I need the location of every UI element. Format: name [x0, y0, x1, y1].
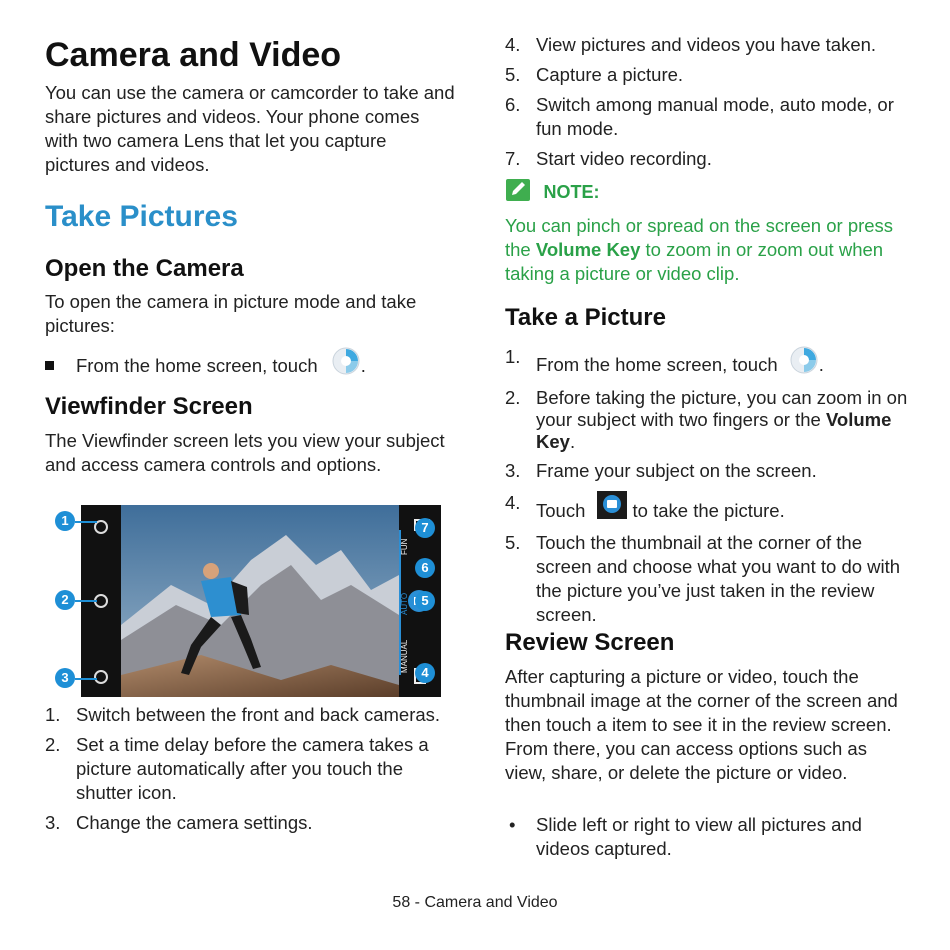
list-text: . [569, 431, 576, 452]
list-item [505, 531, 915, 627]
list-text: Start video recording. [536, 148, 712, 169]
note-text-part: You can pinch or spread on the screen or press the [505, 215, 894, 260]
intro-paragraph: You can use the camera or camcorder to take and share pictures and videos. Your phone comes with two camera Lens that let you capture pictures and videos. [45, 82, 455, 175]
list-number: 4. [505, 492, 521, 513]
section-title: Take Pictures [45, 200, 238, 233]
bullet-period: . [360, 355, 366, 376]
callout-line-2 [75, 600, 97, 602]
list-number: 3. [505, 460, 521, 481]
list-text: to take the picture. [632, 500, 785, 521]
callout-3: 3 [55, 668, 75, 688]
callout-5: 5 [415, 591, 435, 611]
callout-1: 1 [55, 511, 75, 531]
page-footer: 58 - Camera and Video [392, 894, 558, 911]
list-text: Capture a picture. [536, 64, 684, 85]
list-number: 4. [505, 34, 521, 55]
mode-label-fun: FUN [400, 538, 409, 555]
pencil-note-icon [505, 178, 531, 207]
open-camera-bullet [45, 346, 366, 382]
bullet-text: Slide left or right to view all pictures and videos captured. [536, 814, 862, 859]
note-text-part: to zoom in or zoom out when taking a picture or video clip. [505, 239, 884, 284]
camera-app-icon [331, 346, 361, 382]
callout-4: 4 [415, 663, 435, 683]
camera-app-icon [789, 345, 819, 381]
callout-line-1 [75, 521, 97, 523]
viewfinder-screenshot [81, 505, 441, 697]
list-number: 6. [505, 94, 521, 115]
callout-6: 6 [415, 558, 435, 578]
viewfinder-list [45, 703, 450, 835]
list-item [505, 387, 915, 453]
list-bold-text: Volume Key [536, 409, 892, 452]
list-item [505, 93, 915, 141]
list-text: Set a time delay before the camera takes a picture automatically after you touch the shutter icon. [76, 734, 429, 803]
list-number: 5. [505, 64, 521, 85]
list-item [45, 811, 450, 835]
page-title: Camera and Video [45, 36, 342, 74]
open-camera-heading: Open the Camera [45, 255, 244, 282]
list-number: 2. [45, 734, 61, 755]
viewfinder-heading: Viewfinder Screen [45, 393, 253, 420]
list-number: 3. [45, 812, 61, 833]
open-camera-text: To open the camera in picture mode and take pictures: [45, 291, 417, 336]
list-number: 2. [505, 387, 521, 408]
list-item [505, 63, 915, 87]
note-title: NOTE: [543, 182, 600, 202]
list-text: . [818, 354, 824, 375]
mode-label-manual: MANUAL [400, 639, 409, 673]
list-text: From the home screen, touch [536, 354, 778, 375]
viewfinder-text: The Viewfinder screen lets you view your subject and access camera controls and options. [45, 430, 445, 475]
list-item [45, 703, 450, 727]
review-screen-heading: Review Screen [505, 629, 675, 656]
viewfinder-list-continued [505, 33, 915, 171]
list-item [505, 33, 915, 57]
shutter-button-icon [597, 491, 627, 525]
mode-label-auto: AUTO [400, 592, 409, 615]
note-bold-text: Volume Key [535, 239, 641, 260]
bullet-dot-icon: • [509, 814, 516, 835]
take-picture-steps [505, 345, 915, 627]
list-text: Change the camera settings. [76, 812, 313, 833]
square-bullet-icon [45, 361, 54, 370]
list-text: Before taking the picture, you can zoom in on your subject with two fingers or the [536, 387, 908, 430]
take-picture-heading: Take a Picture [505, 304, 666, 331]
list-item [505, 147, 915, 171]
list-text: Frame your subject on the screen. [536, 460, 817, 481]
list-number: 1. [505, 346, 521, 367]
note-text [505, 214, 905, 286]
list-text: Switch between the front and back cameras. [76, 704, 441, 725]
list-number: 5. [505, 532, 521, 553]
list-number: 1. [45, 704, 61, 725]
review-bullet [505, 813, 910, 861]
callout-7: 7 [415, 518, 435, 538]
note-header [505, 178, 599, 207]
list-text: Touch the thumbnail at the corner of the screen and choose what you want to do with the picture you’ve just taken in the review screen. [536, 532, 901, 625]
list-item [45, 733, 450, 805]
list-item [505, 459, 915, 483]
viewfinder-figure [45, 505, 445, 697]
list-item [505, 491, 915, 525]
list-text: Switch among manual mode, auto mode, or fun mode. [536, 94, 894, 139]
review-screen-text: After capturing a picture or video, touch the thumbnail image at the corner of the screen and then touch a item to see it in the review screen. From there, you can access options such as view, share, or delete the picture or video. [505, 666, 898, 783]
list-item [505, 345, 915, 381]
bullet-text: From the home screen, touch [76, 355, 318, 376]
list-text: View pictures and videos you have taken. [536, 34, 877, 55]
callout-2: 2 [55, 590, 75, 610]
list-number: 7. [505, 148, 521, 169]
list-text: Touch [536, 500, 586, 521]
callout-line-3 [75, 678, 97, 680]
